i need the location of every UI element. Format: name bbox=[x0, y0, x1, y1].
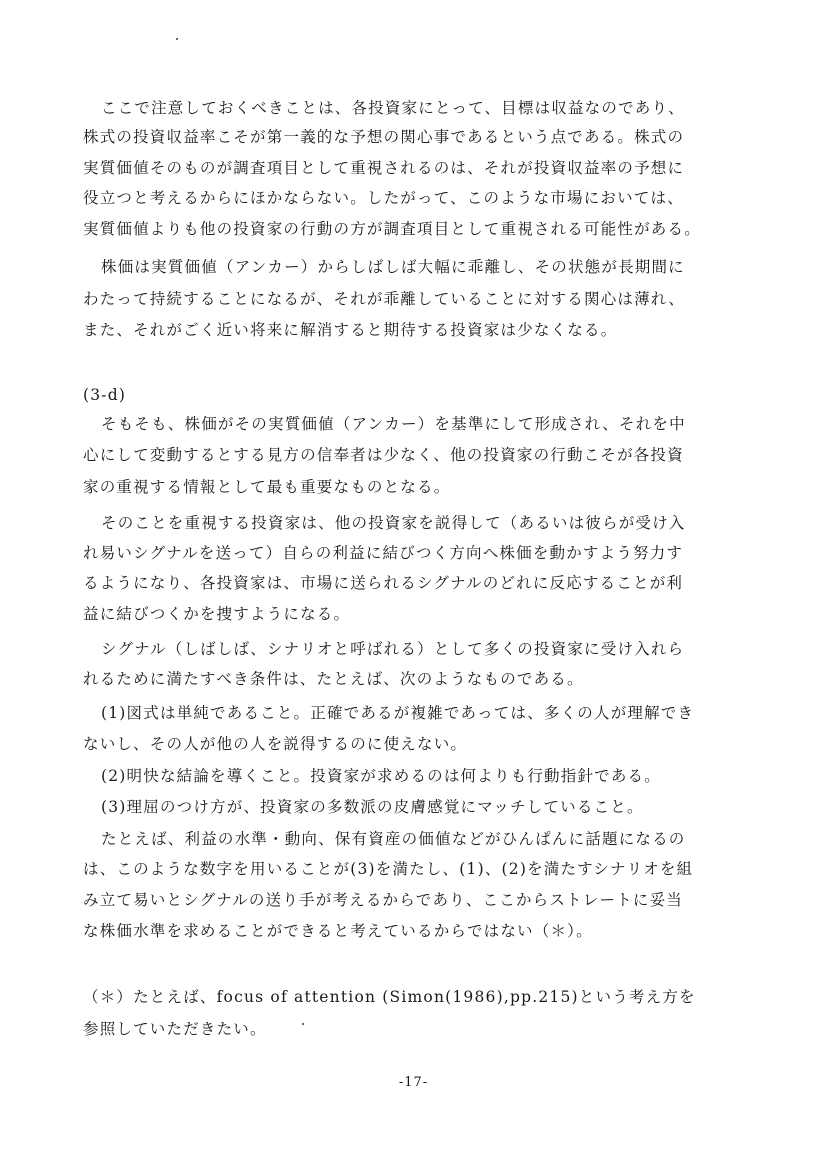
list-item: ないし、その人が他の人を説得するのに使えない。 bbox=[83, 735, 468, 753]
text-line: そのことを重視する投資家は、他の投資家を説得して（あるいは彼らが受け入 bbox=[101, 514, 686, 532]
section-heading: (3-d) bbox=[83, 386, 127, 404]
list-item: (3)理屈のつけ方が、投資家の多数派の皮膚感覚にマッチしていること。 bbox=[101, 798, 644, 816]
text-line: 実質価値よりも他の投資家の行動の方が調査項目として重視される可能性がある。 bbox=[83, 220, 701, 238]
list-item: (1)図式は単純であること。正確であるが複雑であっては、多くの人が理解でき bbox=[101, 704, 695, 722]
text-line: な株価水準を求めることができると考えているからではない（＊）。 bbox=[83, 922, 593, 940]
text-line: 益に結びつくかを捜すようになる。 bbox=[83, 605, 351, 623]
footnote-line: （＊）たとえば、focus of attention (Simon(1986),pp.215)という考え方を bbox=[83, 988, 696, 1006]
text-line: は、このような数字を用いることが(3)を満たし、(1)、(2)を満たすシナリオを組 bbox=[83, 860, 694, 878]
text-line: ここで注意しておくべきことは、各投資家にとって、目標は収益なのであり、 bbox=[101, 99, 685, 117]
text-line: み立て易いとシグナルの送り手が考えるからであり、ここからストレートに妥当 bbox=[83, 891, 683, 909]
text-line: るようになり、各投資家は、市場に送られるシグナルのどれに反応することが利 bbox=[83, 574, 684, 592]
text-line: 家の重視する情報として最も重要なものとなる。 bbox=[83, 478, 451, 496]
page-number: -17- bbox=[398, 1075, 429, 1090]
text-line: また、それがごく近い将来に解消すると期待する投資家は少なくなる。 bbox=[83, 321, 618, 339]
scan-speck bbox=[176, 38, 178, 40]
text-line: れ易いシグナルを送って）自らの利益に結びつく方向へ株価を動かすよう努力す bbox=[83, 544, 684, 562]
text-line: わたって持続することになるが、それが乖離していることに対する関心は薄れ、 bbox=[83, 290, 686, 308]
text-line: 実質価値そのものが調査項目として重視されるのは、それが投資収益率の予想に bbox=[83, 159, 685, 177]
text-line: たとえば、利益の水準・動向、保有資産の価値などがひんぱんに話題になるの bbox=[101, 830, 686, 848]
text-line: そもそも、株価がその実質価値（アンカー）を基準にして形成され、それを中 bbox=[101, 415, 686, 433]
scan-speck bbox=[302, 1023, 304, 1025]
text-line: 株式の投資収益率こそが第一義的な予想の関心事であるという点である。株式の bbox=[83, 128, 685, 146]
footnote-line: 参照していただきたい。 bbox=[83, 1020, 267, 1038]
text-line: シグナル（しばしば、シナリオと呼ばれる）として多くの投資家に受け入れら bbox=[101, 640, 685, 658]
text-line: 役立つと考えるからにほかならない。したがって、このような市場においては、 bbox=[83, 189, 684, 207]
text-line: 株価は実質価値（アンカー）からしばしば大幅に乖離し、その状態が長期間に bbox=[101, 258, 685, 276]
text-line: れるために満たすべき条件は、たとえば、次のようなものである。 bbox=[83, 670, 584, 688]
list-item: (2)明快な結論を導くこと。投資家が求めるのは何よりも行動指針である。 bbox=[101, 767, 661, 785]
text-line: 心にして変動するとする見方の信奉者は少なく、他の投資家の行動こそが各投資 bbox=[83, 446, 684, 464]
